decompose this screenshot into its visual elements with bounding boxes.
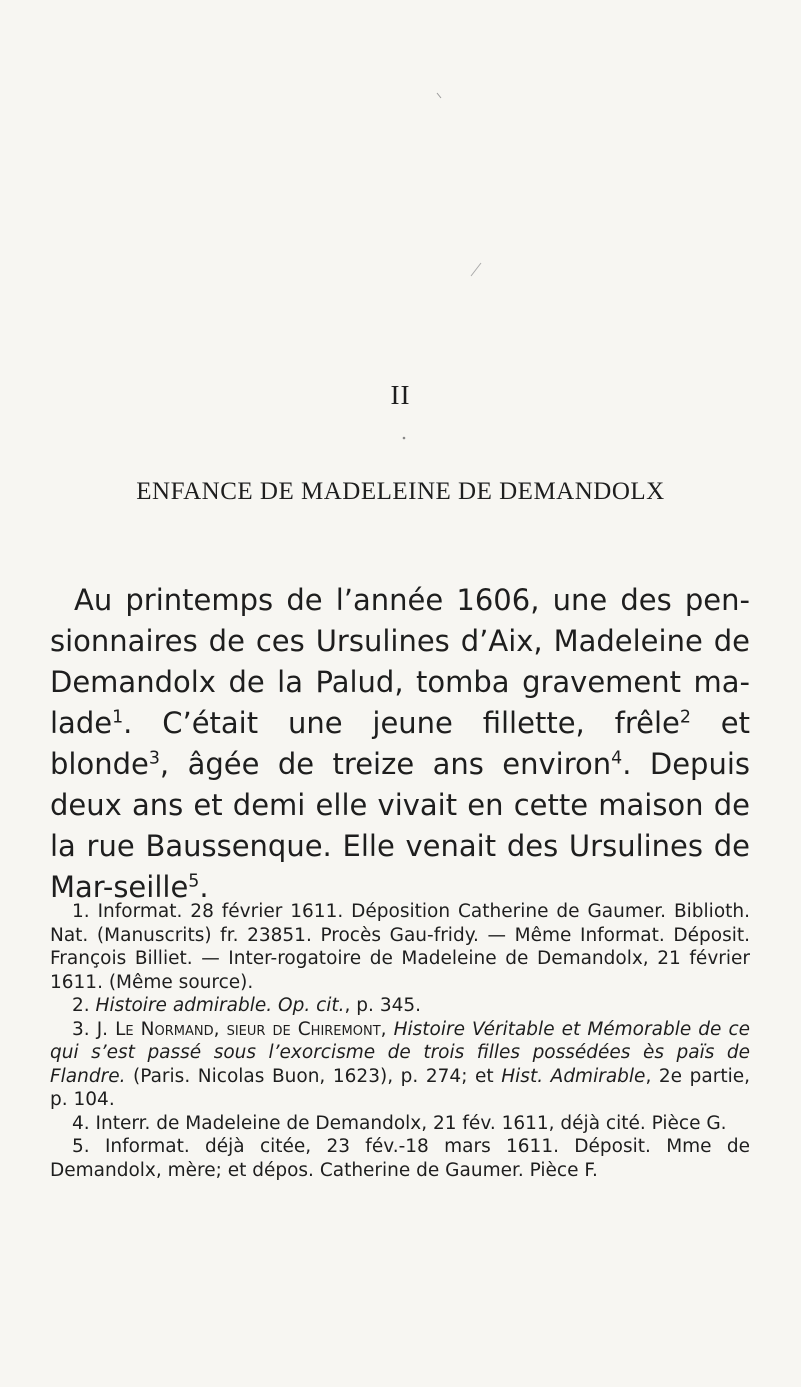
chapter-title: ENFANCE DE MADELEINE DE DEMANDOLX (136, 478, 665, 505)
stray-mark (436, 92, 444, 100)
footnote-ref: 4 (611, 748, 623, 769)
footnote-title: Histoire admirable. Op. cit. (95, 995, 345, 1016)
footnote-3 (50, 1018, 750, 1112)
paragraph-text: . Depuis deux ans et demi elle vivait en cette maison de la rue Baussenque. Elle venait des Ursulines de Mar-seille (50, 747, 750, 904)
paragraph-text: et blonde (50, 706, 750, 781)
footnote-text: (Paris. Nicolas Buon, 1623), p. 274; et (125, 1065, 502, 1087)
footnote-ref: 5 (188, 871, 200, 892)
footnote-author: Le Normand, sieur de Chiremont (115, 1018, 381, 1040)
footnote-text: , 2e partie, p. 104. (50, 1065, 750, 1110)
footnote-title: Histoire Véritable et Mémorable de ce qui s’est passé sous l’exorcisme de trois filles possédées ès païs de Flandre. (50, 1018, 750, 1087)
footnote-2 (50, 994, 750, 1018)
footnote-ref: 2 (679, 707, 691, 728)
footnote-ref: 1 (112, 707, 124, 728)
footnote-title: Hist. Admirable (501, 1065, 646, 1087)
footnote-number: 2. (72, 995, 96, 1016)
footnote-number: 3. J. (72, 1018, 116, 1040)
footnote-ref: 3 (148, 748, 160, 769)
footnote-4: 4. Interr. de Madeleine de Demandolx, 21 fév. 1611, déjà cité. Pièce G. (72, 1112, 727, 1134)
footnotes (50, 900, 750, 1182)
footnote-text: , p. 345. (344, 995, 422, 1016)
footnote-text: , (380, 1018, 394, 1040)
paragraph-text: Au printemps de l’année 1606, une des pen-sionnaires de ces Ursulines d’Aix, Madeleine de Demandolx de la Palud, tomba gravement ma-lade (50, 583, 750, 740)
footnote-5: 5. Informat. déjà citée, 23 fév.-18 mars 1611. Déposit. Mme de Demandolx, mère; et dépos. Catherine de Gaumer. Pièce F. (50, 1136, 750, 1181)
stray-mark (469, 262, 483, 278)
paragraph-text: . C’était une jeune fillette, frêle (123, 706, 680, 740)
footnote-1: 1. Informat. 28 février 1611. Déposition Catherine de Gaumer. Biblioth. Nat. (Manuscrits) fr. 23851. Procès Gau-fridy. — Même Informat. Déposit. François Billiet. — Inter-rogatoire de Madeleine de Demandolx, 21 février 1611. (Même source). (50, 901, 750, 993)
paragraph-text: , âgée de treize ans environ (159, 747, 612, 781)
chapter-number: II (390, 380, 411, 410)
paragraph-text: . (199, 870, 209, 904)
stray-dot (402, 436, 406, 440)
main-paragraph (50, 580, 750, 908)
